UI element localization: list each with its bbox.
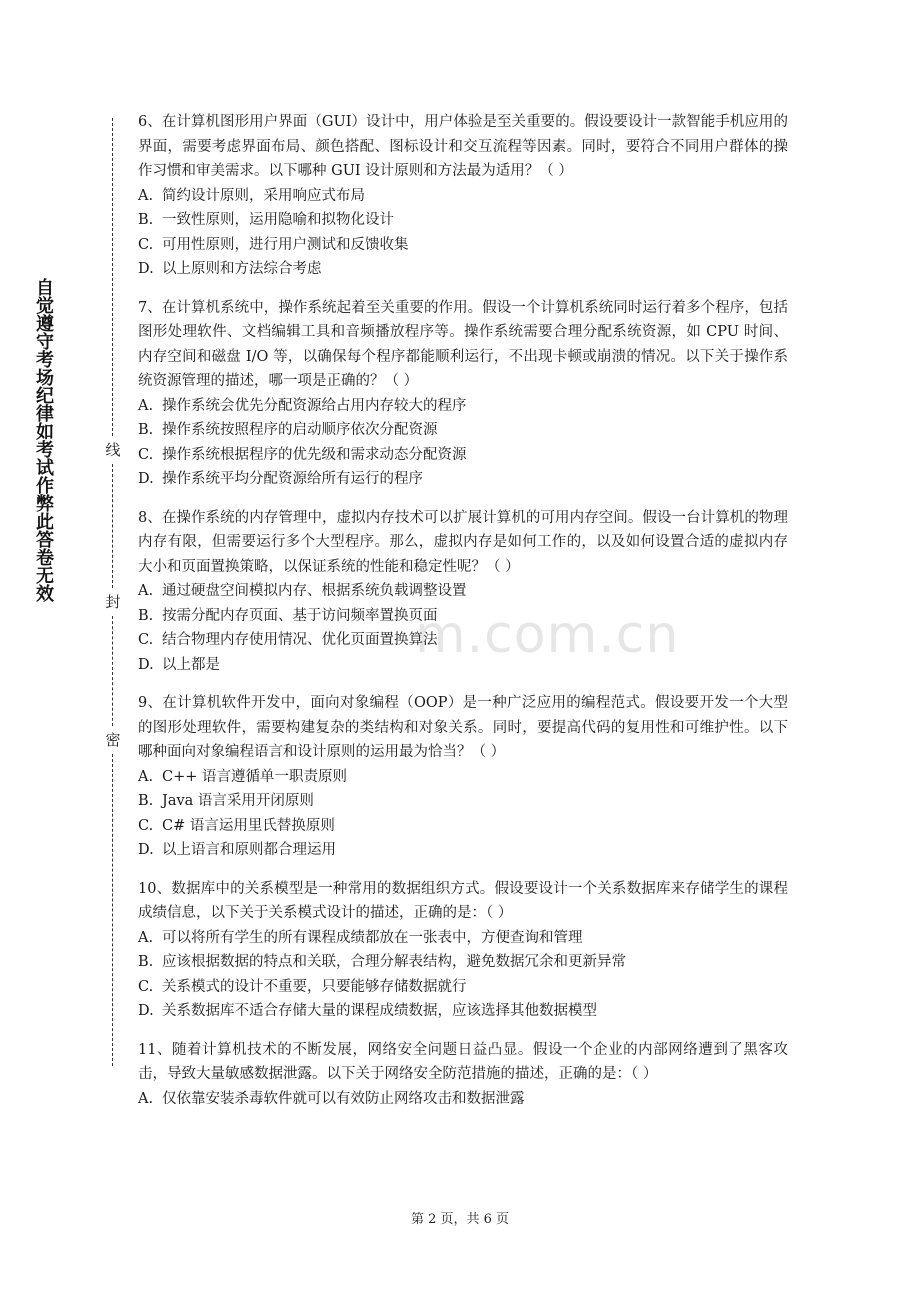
exam-discipline-notice: 自觉遵守考场纪律如考试作弊此答卷无效 <box>33 278 54 602</box>
option-b <box>138 604 788 629</box>
option-text: 以上都是 <box>162 656 220 673</box>
option-letter: A. <box>138 1090 154 1107</box>
option-text: 应该根据数据的特点和关联，合理分解表结构，避免数据冗余和更新异常 <box>162 954 626 970</box>
question-10 <box>138 877 788 1024</box>
option-text: 关系数据库不适合存储大量的课程成绩数据，应该选择其他数据模型 <box>162 1003 597 1019</box>
question-stem: 11、随着计算机技术的不断发展，网络安全问题日益凸显。假设一个企业的内部网络遭到了黑客攻击，导致大量敏感数据泄露。以下关于网络安全防范措施的描述，正确的是：（ ） <box>138 1041 788 1082</box>
option-text: C++ 语言遵循单一职责原则 <box>162 768 348 785</box>
binding-dash-segment <box>112 754 113 1066</box>
option-letter: B. <box>138 607 154 624</box>
option-text: 操作系统按照程序的启动顺序依次分配资源 <box>162 422 438 438</box>
option-letter: A. <box>138 929 154 946</box>
question-stem: 10、数据库中的关系模型是一种常用的数据组织方式。假设要设计一个关系数据库来存储学生的课程成绩信息，以下关于关系模式设计的描述，正确的是：（ ） <box>138 880 788 921</box>
question-7 <box>138 296 788 492</box>
option-c <box>138 443 788 468</box>
option-a <box>138 765 788 790</box>
option-letter: C. <box>138 236 154 253</box>
option-text: 可以将所有学生的所有课程成绩都放在一张表中，方便查询和管理 <box>162 929 583 946</box>
option-b <box>138 208 788 233</box>
option-text: Java 语言采用开闭原则 <box>162 793 314 809</box>
option-letter: B. <box>138 422 154 438</box>
watermark: m.com.cn <box>415 605 680 665</box>
question-9 <box>138 691 788 863</box>
option-c <box>138 975 788 1000</box>
option-letter: A. <box>138 768 154 785</box>
option-text: 简约设计原则，采用响应式布局 <box>162 187 365 204</box>
option-letter: C. <box>138 978 154 995</box>
option-letter: C. <box>138 632 154 648</box>
option-a <box>138 579 788 604</box>
option-letter: D. <box>138 842 154 858</box>
option-a <box>138 926 788 951</box>
option-text: 一致性原则，运用隐喻和拟物化设计 <box>162 212 394 228</box>
option-letter: D. <box>138 261 154 277</box>
binding-dash-segment <box>112 464 113 588</box>
question-stem: 6、在计算机图形用户界面（GUI）设计中，用户体验是至关重要的。假设要设计一款智能手机应用的界面，需要考虑界面布局、颜色搭配、图标设计和交互流程等因素。同时，要符合不同用户群体的操作习惯和审美需求。以下哪种 GUI 设计原则和方法最为适用？（ ） <box>138 114 788 179</box>
option-letter: D. <box>138 471 154 487</box>
option-d <box>138 838 788 863</box>
option-text: 通过硬盘空间模拟内存、根据系统负载调整设置 <box>162 583 467 599</box>
option-a <box>138 394 788 419</box>
option-text: 以上原则和方法综合考虑 <box>162 261 322 277</box>
question-6 <box>138 110 788 282</box>
option-d <box>138 999 788 1024</box>
binding-mark-line: 线 <box>105 441 121 459</box>
option-letter: A. <box>138 397 154 414</box>
option-c <box>138 814 788 839</box>
page-number: 第 2 页，共 6 页 <box>410 1212 510 1227</box>
option-letter: A. <box>138 187 154 204</box>
option-text: 操作系统会优先分配资源给占用内存较大的程序 <box>162 397 467 414</box>
option-letter: A. <box>138 583 154 599</box>
option-text: 操作系统根据程序的优先级和需求动态分配资源 <box>162 446 467 463</box>
binding-line <box>105 118 121 1066</box>
question-8 <box>138 506 788 678</box>
option-text: 以上语言和原则都合理运用 <box>162 842 336 858</box>
option-text: 操作系统平均分配资源给所有运行的程序 <box>162 471 423 487</box>
question-stem: 8、在操作系统的内存管理中，虚拟内存技术可以扩展计算机的可用内存空间。假设一台计算机的物理内存有限，但需要运行多个大型程序。那么，虚拟内存是如何工作的，以及如何设置合适的虚拟内存大小和页面置换策略，以保证系统的性能和稳定性呢？（ ） <box>138 509 788 575</box>
option-text: 可用性原则，进行用户测试和反馈收集 <box>162 236 409 253</box>
option-b <box>138 789 788 814</box>
option-letter: D. <box>138 656 154 673</box>
question-stem: 9、在计算机软件开发中，面向对象编程（OOP）是一种广泛应用的编程范式。假设要开发一个大型的图形处理软件，需要构建复杂的类结构和对象关系。同时，要提高代码的复用性和可维护性。以下哪种面向对象编程语言和设计原则的运用最为恰当？（ ） <box>138 695 788 760</box>
option-b <box>138 950 788 975</box>
binding-mark-secret: 密 <box>105 731 121 749</box>
option-b <box>138 418 788 443</box>
option-letter: B. <box>138 793 154 809</box>
option-text: 仅依靠安装杀毒软件就可以有效防止网络攻击和数据泄露 <box>162 1090 525 1107</box>
binding-mark-seal: 封 <box>105 593 121 611</box>
option-letter: B. <box>138 212 154 228</box>
option-letter: C. <box>138 446 154 463</box>
option-c <box>138 233 788 258</box>
option-text: 按需分配内存页面、基于访问频率置换页面 <box>162 607 438 624</box>
option-d <box>138 257 788 282</box>
option-letter: C. <box>138 817 154 834</box>
option-letter: D. <box>138 1003 154 1019</box>
option-text: 结合物理内存使用情况、优化页面置换算法 <box>162 632 438 648</box>
question-list <box>138 110 788 1125</box>
question-stem: 7、在计算机系统中，操作系统起着至关重要的作用。假设一个计算机系统同时运行着多个程序，包括图形处理软件、文档编辑工具和音频播放程序等。操作系统需要合理分配系统资源，如 CPU 时间、内存空间和磁盘 I/O 等，以确保每个程序都能顺利运行，不出现卡顿或崩溃的情况。以下关于操作系统资源管理的描述，哪一项是正确的？（ ） <box>138 299 788 389</box>
option-text: 关系模式的设计不重要，只要能够存储数据就行 <box>162 978 467 995</box>
binding-dash-segment <box>112 118 113 436</box>
question-11 <box>138 1038 788 1112</box>
binding-dash-segment <box>112 616 113 726</box>
option-d <box>138 653 788 678</box>
option-text: C# 语言运用里氏替换原则 <box>162 817 335 834</box>
option-a <box>138 1087 788 1112</box>
option-d <box>138 467 788 492</box>
option-c <box>138 628 788 653</box>
option-letter: B. <box>138 954 154 970</box>
option-a <box>138 184 788 209</box>
